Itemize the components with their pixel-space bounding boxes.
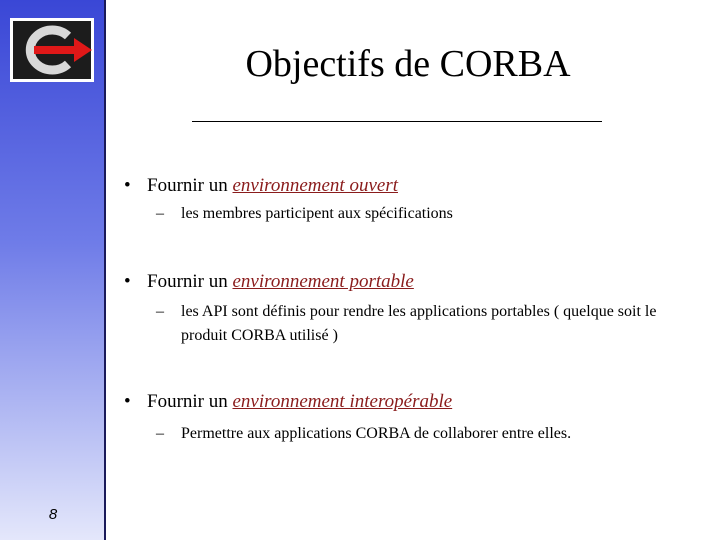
slide-title: Objectifs de CORBA (245, 43, 571, 85)
sub-item (156, 300, 696, 348)
corba-logo-icon (10, 18, 94, 82)
bullet-item (124, 270, 414, 294)
dash-glyph: – (156, 425, 164, 442)
bullet-emphasis: environnement ouvert (232, 175, 398, 196)
sub-item (156, 202, 696, 226)
page-number: 8 (48, 506, 58, 523)
bullet-text: Fournir un (147, 175, 233, 196)
dash-glyph: – (156, 205, 164, 222)
bullet-item (124, 174, 398, 198)
bullet-text: Fournir un (147, 391, 233, 412)
dash-glyph: – (156, 303, 164, 320)
bullet-glyph: • (124, 271, 131, 292)
bullet-emphasis: environnement portable (232, 271, 414, 292)
sub-item-text: les membres participent aux spécifications (181, 205, 453, 222)
sub-item (156, 422, 696, 446)
sidebar-divider (104, 0, 106, 540)
sub-item-text: Permettre aux applications CORBA de collaborer entre elles. (181, 425, 572, 442)
bullet-glyph: • (124, 391, 131, 412)
bullet-emphasis: environnement interopérable (232, 391, 453, 412)
bullet-item (124, 390, 452, 414)
bullet-text: Fournir un (147, 271, 233, 292)
sub-item-text: les API sont définis pour rendre les applications portables ( quelque soit le produit CORBA utilisé ) (181, 303, 657, 344)
title-underline (192, 121, 602, 122)
bullet-glyph: • (124, 175, 131, 196)
